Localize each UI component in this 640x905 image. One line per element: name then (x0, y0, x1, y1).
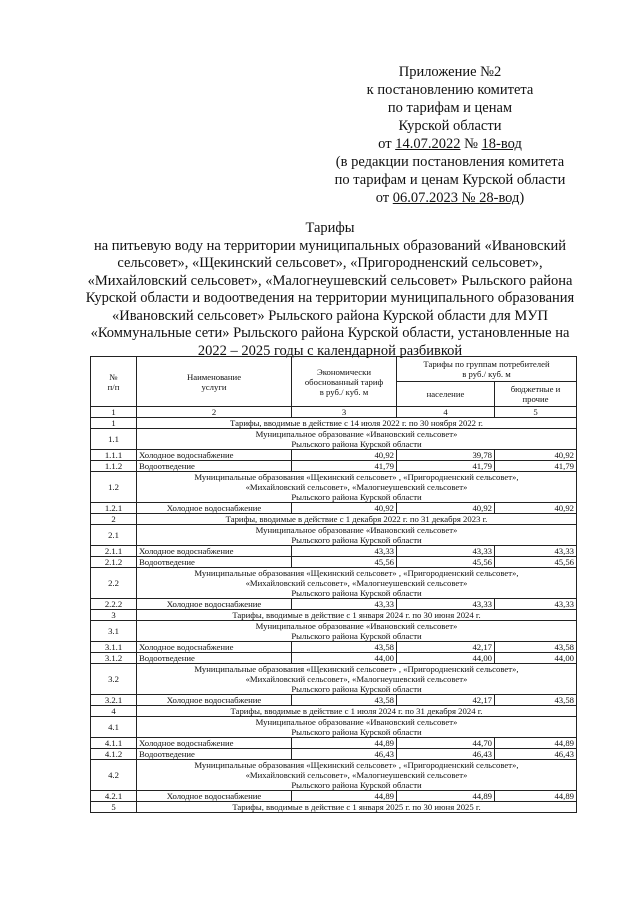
header-service: Наименование услуги (137, 357, 292, 407)
table-row (91, 557, 577, 568)
appendix-line: по тарифам и ценам (387, 100, 513, 116)
header-econ-tariff: Экономически обоснованный тариф в руб./ куб. м (292, 357, 397, 407)
row-number: 1.2.1 (91, 503, 137, 514)
municipality-name (137, 568, 577, 599)
econ-tariff-value: 43,33 (292, 546, 397, 557)
table-row (91, 695, 577, 706)
municipality-line: «Михайловский сельсовет», «Малогнеушевский сельсовет» (245, 674, 468, 684)
budget-tariff-value: 43,58 (495, 642, 577, 653)
title-line: «Михайловский сельсовет», «Малогнеушевский сельсовет» Рыльского района (87, 272, 573, 289)
tariffs-table-body (91, 357, 577, 813)
budget-tariff-value: 45,56 (495, 557, 577, 568)
title-line: на питьевую воду на территории муниципальных образований «Ивановский (93, 237, 567, 254)
population-tariff-value: 42,17 (397, 695, 495, 706)
section-number: 2 (91, 514, 137, 525)
population-tariff-value: 43,33 (397, 546, 495, 557)
table-row (91, 653, 577, 664)
municipality-line: Рыльского района Курской области (291, 588, 422, 598)
subsection-number: 3.2 (91, 664, 137, 695)
municipality-line: Рыльского района Курской области (291, 684, 422, 694)
municipality-row (91, 568, 577, 599)
population-tariff-value: 43,33 (397, 599, 495, 610)
service-name: Холодное водоснабжение (137, 450, 292, 461)
service-name: Холодное водоснабжение (137, 546, 292, 557)
municipality-row (91, 429, 577, 450)
table-row (91, 791, 577, 802)
municipality-name (137, 621, 577, 642)
budget-tariff-value: 43,33 (495, 599, 577, 610)
econ-tariff-value: 44,89 (292, 738, 397, 749)
econ-tariff-value: 40,92 (292, 450, 397, 461)
row-number: 3.2.1 (91, 695, 137, 706)
header-budget: бюджетные и прочие (495, 382, 577, 407)
budget-tariff-value: 40,92 (495, 450, 577, 461)
subsection-number: 4.2 (91, 760, 137, 791)
econ-tariff-value: 43,33 (292, 599, 397, 610)
document-title (60, 220, 600, 360)
revision-from: от (375, 190, 393, 206)
municipality-name (137, 664, 577, 695)
service-name: Водоотведение (137, 749, 292, 760)
section-number: 3 (91, 610, 137, 621)
population-tariff-value: 39,78 (397, 450, 495, 461)
section-row (91, 706, 577, 717)
econ-tariff-value: 43,58 (292, 642, 397, 653)
tariffs-table (90, 356, 577, 813)
appendix-line: Приложение №2 (398, 64, 502, 80)
appendix-line: по тарифам и ценам Курской области (334, 172, 566, 188)
appendix-date-line (300, 135, 600, 153)
header-num: № п/п (91, 357, 137, 407)
table-row (91, 738, 577, 749)
budget-tariff-value: 43,58 (495, 695, 577, 706)
row-number: 1.1.2 (91, 461, 137, 472)
subsection-number: 1.1 (91, 429, 137, 450)
section-title: Тарифы, вводимые в действие с 1 декабря 2022 г. по 31 декабря 2023 г. (137, 514, 577, 525)
municipality-row (91, 760, 577, 791)
municipality-line: Муниципальное образование «Ивановский сельсовет» (255, 525, 458, 535)
subsection-number: 4.1 (91, 717, 137, 738)
municipality-line: Муниципальное образование «Ивановский сельсовет» (255, 717, 458, 727)
municipality-line: Рыльского района Курской области (291, 535, 422, 545)
appendix-number: 18-вод (481, 136, 522, 152)
municipality-row (91, 472, 577, 503)
subsection-number: 2.2 (91, 568, 137, 599)
revision-number-sign: № (458, 190, 480, 206)
population-tariff-value: 41,79 (397, 461, 495, 472)
municipality-line: Рыльского района Курской области (291, 492, 422, 502)
table-row (91, 599, 577, 610)
table-row (91, 503, 577, 514)
column-number: 3 (292, 407, 397, 418)
appendix-from: от (378, 136, 396, 152)
municipality-row (91, 621, 577, 642)
municipality-name (137, 525, 577, 546)
section-title: Тарифы, вводимые в действие с 1 января 2025 г. по 30 июня 2025 г. (137, 802, 577, 813)
appendix-block (300, 63, 600, 207)
title-line: Тарифы (305, 220, 355, 236)
section-title: Тарифы, вводимые в действие с 14 июля 2022 г. по 30 ноября 2022 г. (137, 418, 577, 429)
table-row (91, 546, 577, 557)
budget-tariff-value: 43,33 (495, 546, 577, 557)
row-number: 2.1.1 (91, 546, 137, 557)
municipality-name (137, 429, 577, 450)
subsection-number: 2.1 (91, 525, 137, 546)
service-name: Холодное водоснабжение (137, 791, 292, 802)
section-row (91, 610, 577, 621)
row-number: 2.1.2 (91, 557, 137, 568)
column-number: 4 (397, 407, 495, 418)
econ-tariff-value: 44,00 (292, 653, 397, 664)
title-line: «Коммунальные сети» Рыльского района Курской области, установленные на (90, 325, 570, 341)
population-tariff-value: 45,56 (397, 557, 495, 568)
population-tariff-value: 40,92 (397, 503, 495, 514)
municipality-line: Муниципальные образования «Щекинский сельсовет» , «Пригородненский сельсовет», (194, 472, 519, 482)
municipality-line: Рыльского района Курской области (291, 727, 422, 737)
municipality-line: Муниципальное образование «Ивановский сельсовет» (255, 429, 458, 439)
header-population: население (397, 382, 495, 407)
budget-tariff-value: 44,89 (495, 738, 577, 749)
budget-tariff-value: 44,00 (495, 653, 577, 664)
budget-tariff-value: 46,43 (495, 749, 577, 760)
appendix-revision-line (300, 189, 600, 207)
budget-tariff-value: 41,79 (495, 461, 577, 472)
appendix-line: к постановлению комитета (366, 82, 534, 98)
municipality-line: «Михайловский сельсовет», «Малогнеушевский сельсовет» (245, 770, 468, 780)
municipality-row (91, 525, 577, 546)
title-line: 2022 – 2025 годы с календарной разбивкой (197, 342, 463, 359)
municipality-line: Рыльского района Курской области (291, 631, 422, 641)
row-number: 4.1.1 (91, 738, 137, 749)
subsection-number: 1.2 (91, 472, 137, 503)
econ-tariff-value: 46,43 (292, 749, 397, 760)
budget-tariff-value: 40,92 (495, 503, 577, 514)
service-name: Водоотведение (137, 557, 292, 568)
municipality-line: Рыльского района Курской области (291, 780, 422, 790)
service-name: Холодное водоснабжение (137, 642, 292, 653)
population-tariff-value: 44,00 (397, 653, 495, 664)
revision-date: 06.07.2023 (392, 190, 459, 206)
title-line: «Ивановский сельсовет» Рыльского района Курской области для МУП (112, 307, 548, 324)
row-number: 4.1.2 (91, 749, 137, 760)
section-number: 4 (91, 706, 137, 717)
row-number: 4.2.1 (91, 791, 137, 802)
column-number: 1 (91, 407, 137, 418)
appendix-line: (в редакции постановления комитета (335, 154, 565, 170)
municipality-line: «Михайловский сельсовет», «Малогнеушевский сельсовет» (245, 578, 468, 588)
revision-close: ) (519, 190, 525, 206)
population-tariff-value: 44,89 (397, 791, 495, 802)
appendix-date: 14.07.2022 (395, 136, 461, 152)
service-name: Холодное водоснабжение (137, 695, 292, 706)
population-tariff-value: 44,70 (397, 738, 495, 749)
section-row (91, 802, 577, 813)
municipality-name (137, 760, 577, 791)
revision-number: 28-вод (479, 190, 520, 206)
econ-tariff-value: 44,89 (292, 791, 397, 802)
header-consumer-groups: Тарифы по группам потребителей в руб./ куб. м (397, 357, 577, 382)
municipality-line: Муниципальные образования «Щекинский сельсовет» , «Пригородненский сельсовет», (194, 568, 519, 578)
budget-tariff-value: 44,89 (495, 791, 577, 802)
appendix-number-sign: № (460, 136, 482, 152)
appendix-line: Курской области (398, 118, 502, 134)
section-title: Тарифы, вводимые в действие с 1 июля 2024 г. по 31 декабря 2024 г. (137, 706, 577, 717)
econ-tariff-value: 40,92 (292, 503, 397, 514)
column-number: 2 (137, 407, 292, 418)
municipality-line: Муниципальные образования «Щекинский сельсовет» , «Пригородненский сельсовет», (194, 664, 519, 674)
table-header-row (91, 357, 577, 382)
service-name: Холодное водоснабжение (137, 599, 292, 610)
section-number: 1 (91, 418, 137, 429)
row-number: 3.1.2 (91, 653, 137, 664)
econ-tariff-value: 41,79 (292, 461, 397, 472)
subsection-number: 3.1 (91, 621, 137, 642)
section-title: Тарифы, вводимые в действие с 1 января 2024 г. по 30 июня 2024 г. (137, 610, 577, 621)
row-number: 3.1.1 (91, 642, 137, 653)
service-name: Холодное водоснабжение (137, 738, 292, 749)
row-number: 1.1.1 (91, 450, 137, 461)
municipality-line: Рыльского района Курской области (291, 439, 422, 449)
column-number-row (91, 407, 577, 418)
table-row (91, 749, 577, 760)
municipality-line: Муниципальное образование «Ивановский сельсовет» (255, 621, 458, 631)
municipality-name (137, 472, 577, 503)
municipality-line: «Михайловский сельсовет», «Малогнеушевский сельсовет» (245, 482, 468, 492)
population-tariff-value: 42,17 (397, 642, 495, 653)
section-row (91, 514, 577, 525)
column-number: 5 (495, 407, 577, 418)
section-row (91, 418, 577, 429)
service-name: Водоотведение (137, 461, 292, 472)
municipality-name (137, 717, 577, 738)
econ-tariff-value: 45,56 (292, 557, 397, 568)
title-line: сельсовет», «Щекинский сельсовет», «Пригородненский сельсовет», (117, 255, 543, 271)
row-number: 2.2.2 (91, 599, 137, 610)
table-row (91, 642, 577, 653)
service-name: Холодное водоснабжение (137, 503, 292, 514)
municipality-row (91, 664, 577, 695)
municipality-line: Муниципальные образования «Щекинский сельсовет» , «Пригородненский сельсовет», (194, 760, 519, 770)
table-row (91, 461, 577, 472)
section-number: 5 (91, 802, 137, 813)
title-line: Курской области и водоотведения на территории муниципального образования (85, 290, 575, 306)
service-name: Водоотведение (137, 653, 292, 664)
municipality-row (91, 717, 577, 738)
econ-tariff-value: 43,58 (292, 695, 397, 706)
table-row (91, 450, 577, 461)
population-tariff-value: 46,43 (397, 749, 495, 760)
